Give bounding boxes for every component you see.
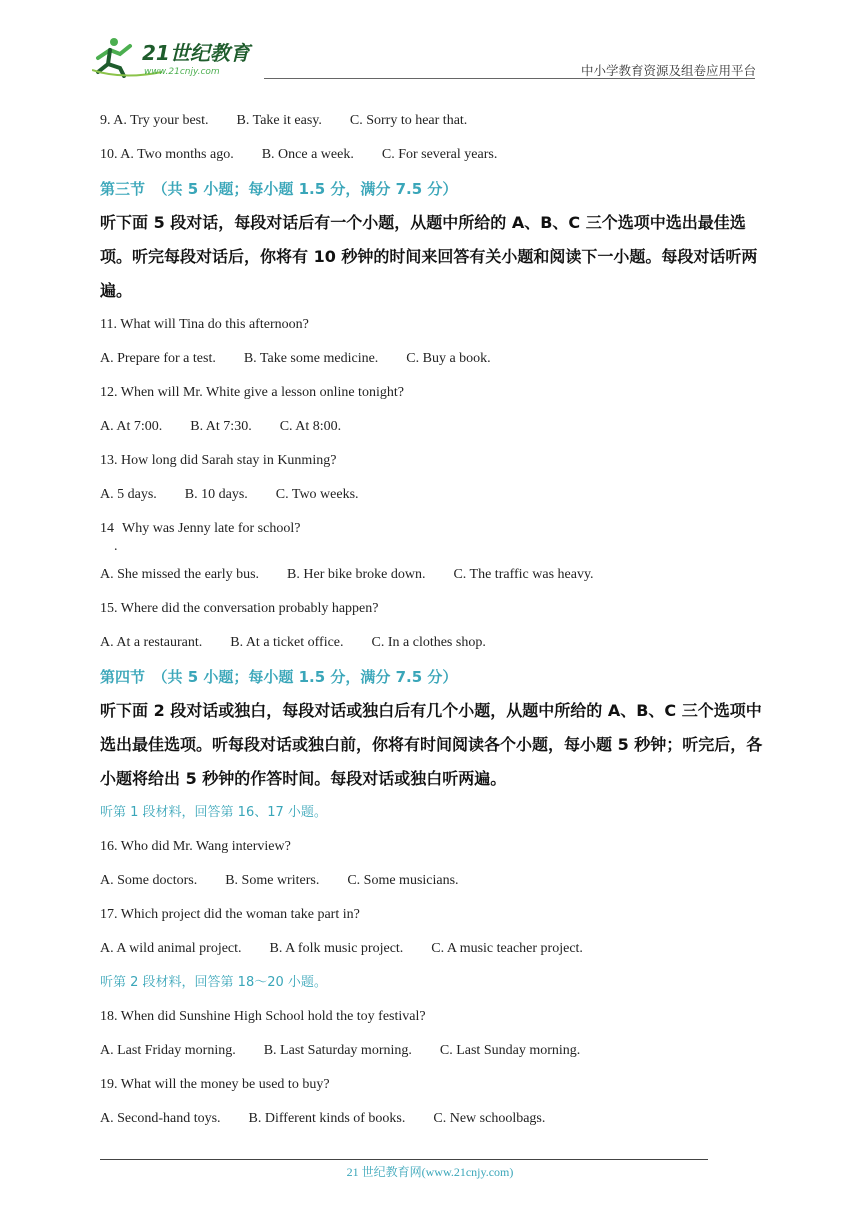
option-c: C. The traffic was heavy. bbox=[453, 567, 594, 582]
logo-text: 21世纪教育 bbox=[142, 41, 250, 65]
question-14-number: 14 bbox=[100, 521, 114, 536]
option-c: C. A music teacher project. bbox=[431, 941, 583, 956]
footer-divider bbox=[100, 1159, 708, 1160]
question-11-options bbox=[100, 342, 765, 376]
option-c: C. Last Sunday morning. bbox=[439, 1043, 581, 1058]
option-c: C. Sorry to hear that. bbox=[349, 113, 468, 128]
question-19: 19. What will the money be used to buy? bbox=[100, 1077, 330, 1092]
section-4-title: 第四节 （共 5 小题；每小题 1.5 分，满分 7.5 分） bbox=[100, 668, 458, 686]
option-b: B. Take some medicine. bbox=[243, 351, 379, 366]
question-18: 18. When did Sunshine High School hold the toy festival? bbox=[100, 1009, 426, 1024]
option-a: A. Prepare for a test. bbox=[100, 351, 216, 366]
option-a: A. At 7:00. bbox=[100, 419, 163, 434]
option-c: C. In a clothes shop. bbox=[371, 635, 486, 650]
option-c: C. Some musicians. bbox=[347, 873, 459, 888]
option-c: C. New schoolbags. bbox=[433, 1111, 546, 1126]
option-b: B. Some writers. bbox=[225, 873, 320, 888]
question-10-options bbox=[100, 138, 765, 172]
option-b: B. Different kinds of books. bbox=[248, 1111, 406, 1126]
option-b: B. Her bike broke down. bbox=[287, 567, 426, 582]
option-b: B. Once a week. bbox=[261, 147, 354, 162]
question-12: 12. When will Mr. White give a lesson online tonight? bbox=[100, 385, 404, 400]
material-1-heading: 听第 1 段材料，回答第 16、17 小题。 bbox=[100, 805, 327, 820]
option-b: B. A folk music project. bbox=[269, 941, 404, 956]
question-9-options bbox=[100, 104, 765, 138]
question-13: 13. How long did Sarah stay in Kunming? bbox=[100, 453, 337, 468]
question-15: 15. Where did the conversation probably happen? bbox=[100, 601, 379, 616]
question-17-options bbox=[100, 932, 765, 966]
option-a: A. She missed the early bus. bbox=[100, 567, 260, 582]
site-logo bbox=[92, 36, 262, 78]
option-c: C. Two weeks. bbox=[275, 487, 359, 502]
question-12-options bbox=[100, 410, 765, 444]
header-divider bbox=[264, 78, 755, 79]
option-a: 9. A. Try your best. bbox=[100, 113, 209, 128]
section-3-title: 第三节 （共 5 小题；每小题 1.5 分，满分 7.5 分） bbox=[100, 180, 458, 198]
question-19-options bbox=[100, 1102, 765, 1136]
question-14-text: Why was Jenny late for school? bbox=[122, 521, 301, 536]
section-4-instruction: 听下面 2 段对话或独白，每段对话或独白后有几个小题，从题中所给的 A、B、C 三个选项中选出最佳选项。听每段对话或独白前，你将有时间阅读各个小题，每小题 5 秒钟；听完后，各小题将给出 5 秒钟的作答时间。每段对话或独白听两遍。 bbox=[100, 701, 763, 788]
question-13-options bbox=[100, 478, 765, 512]
question-17: 17. Which project did the woman take part in? bbox=[100, 907, 360, 922]
option-b: B. Last Saturday morning. bbox=[263, 1043, 412, 1058]
page-footer: 21 世纪教育网(www.21cnjy.com) bbox=[346, 1165, 514, 1179]
option-a: A. Second-hand toys. bbox=[100, 1111, 221, 1126]
option-b: B. At 7:30. bbox=[190, 419, 252, 434]
option-b: B. At a ticket office. bbox=[230, 635, 344, 650]
question-11: 11. What will Tina do this afternoon? bbox=[100, 317, 309, 332]
option-b: B. Take it easy. bbox=[236, 113, 322, 128]
option-c: C. For several years. bbox=[381, 147, 498, 162]
option-a: A. At a restaurant. bbox=[100, 635, 203, 650]
question-14-options bbox=[100, 558, 765, 592]
option-c: C. Buy a book. bbox=[406, 351, 491, 366]
option-a: A. Last Friday morning. bbox=[100, 1043, 236, 1058]
section-3-instruction: 听下面 5 段对话，每段对话后有一个小题，从题中所给的 A、B、C 三个选项中选出最佳选项。听完每段对话后，你将有 10 秒钟的时间来回答有关小题和阅读下一小题。每段对话听两遍。 bbox=[100, 213, 758, 300]
header-platform-text: 中小学教育资源及组卷应用平台 bbox=[580, 63, 756, 78]
document-body bbox=[100, 104, 765, 1136]
material-2-heading: 听第 2 段材料，回答第 18～20 小题。 bbox=[100, 975, 327, 990]
question-18-options bbox=[100, 1034, 765, 1068]
option-a: A. A wild animal project. bbox=[100, 941, 242, 956]
question-14 bbox=[100, 512, 765, 558]
question-16-options bbox=[100, 864, 765, 898]
option-b: B. 10 days. bbox=[184, 487, 248, 502]
page-header bbox=[0, 0, 860, 90]
question-14-dot: . bbox=[114, 539, 118, 554]
question-16: 16. Who did Mr. Wang interview? bbox=[100, 839, 291, 854]
option-a: A. Some doctors. bbox=[100, 873, 198, 888]
logo-url: www.21cnjy.com bbox=[144, 67, 220, 77]
option-a: 10. A. Two months ago. bbox=[100, 147, 234, 162]
question-15-options bbox=[100, 626, 765, 660]
option-a: A. 5 days. bbox=[100, 487, 157, 502]
option-c: C. At 8:00. bbox=[279, 419, 342, 434]
